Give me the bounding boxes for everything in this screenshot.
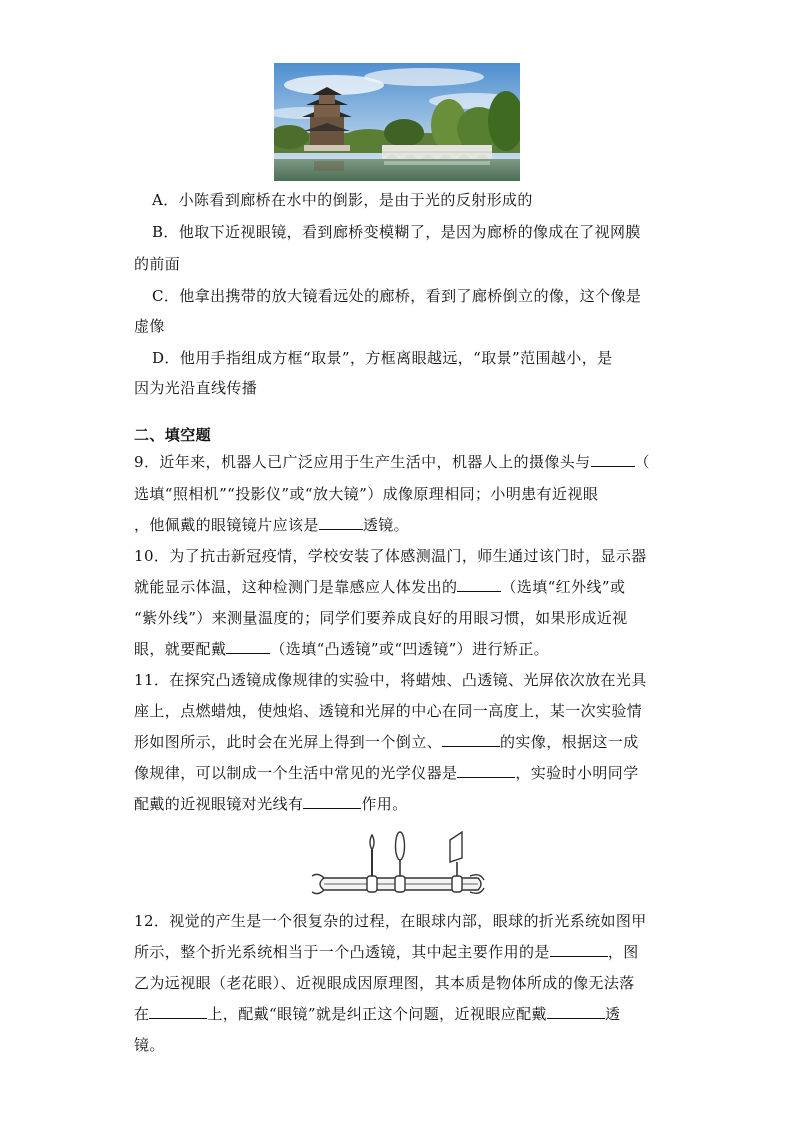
q11-line4 (134, 763, 639, 783)
option-a: A．小陈看到廊桥在水中的倒影，是由于光的反射形成的 (152, 191, 533, 209)
pavilion-bridge-photo (274, 63, 520, 181)
q11-text-1: 形如图所示，此时会在光屏上得到一个倒立、 (134, 733, 443, 751)
q10-blank-1[interactable] (457, 577, 501, 592)
q9-line1 (134, 452, 650, 472)
q9-text-3: ，他佩戴的眼镜镜片应该是 (134, 516, 319, 534)
q11-text-4: ，实验时小明同学 (515, 764, 639, 782)
q12-line5: 镜。 (134, 1036, 165, 1054)
q11-blank-3[interactable] (303, 794, 361, 809)
q9-blank-2[interactable] (319, 515, 363, 530)
q10-text-3: 眼，就要配戴 (134, 640, 227, 658)
q12-blank-1[interactable] (550, 942, 608, 957)
q11-line5 (134, 794, 408, 814)
q11-text-6: 作用。 (361, 795, 408, 813)
option-d-line1: D．他用手指组成方框“取景”，方框离眼越远，“取景”范围越小，是 (152, 349, 613, 367)
q12-text-5: 透 (604, 1005, 621, 1023)
q9-text-1: 9．近年来，机器人已广泛应用于生产生活中，机器人上的摄像头与 (134, 453, 591, 471)
q9-text-2: （ (634, 453, 650, 471)
q11-blank-2[interactable] (457, 763, 515, 778)
q12-text-3: 在 (134, 1005, 150, 1023)
q11-text-2: 的实像，根据这一成 (500, 733, 639, 751)
q9-line3 (134, 515, 409, 535)
q10-line4 (134, 639, 549, 659)
q11-line2: 座上，点燃蜡烛，使烛焰、透镜和光屏的中心在同一高度上，某一次实验情 (134, 702, 643, 720)
q12-blank-2[interactable] (149, 1004, 207, 1019)
q9-text-4: 透镜。 (362, 516, 410, 534)
option-b-line2: 的前面 (134, 255, 181, 273)
q10-text-1: 就能显示体温，这种检测门是靠感应人体发出的 (134, 578, 458, 596)
section-heading: 二、填空题 (134, 426, 212, 444)
q11-line3 (134, 732, 639, 752)
option-c-line1: C．他拿出携带的放大镜看远处的廊桥，看到了廊桥倒立的像，这个像是 (152, 287, 642, 305)
q11-text-5: 配戴的近视眼镜对光线有 (134, 795, 304, 813)
q12-text-4: 上，配戴“眼镜”就是纠正这个问题，近视眼应配戴 (207, 1005, 547, 1023)
q10-blank-2[interactable] (226, 639, 270, 654)
optical-bench-diagram (310, 822, 486, 898)
q12-line2 (134, 942, 639, 962)
q9-line2: 选填“照相机”“投影仪”或“放大镜”）成像原理相同；小明患有近视眼 (134, 485, 599, 503)
q10-text-2: （选填“红外线”或 (501, 578, 626, 596)
q12-text-1: 所示，整个折光系统相当于一个凸透镜，其中起主要作用的是 (134, 943, 550, 961)
q10-line2 (134, 577, 625, 597)
q12-text-2: ，图 (607, 943, 639, 961)
q12-line3: 乙为远视眼（老花眼）、近视眼成因原理图，其本质是物体所成的像无法落 (134, 974, 635, 992)
q12-line1: 12．视觉的产生是一个很复杂的过程，在眼球内部，眼球的折光系统如图甲 (134, 912, 647, 930)
q12-line4 (134, 1004, 620, 1024)
q11-line1: 11．在探究凸透镜成像规律的实验中，将蜡烛、凸透镜、光屏依次放在光具 (134, 671, 647, 689)
q9-blank-1[interactable] (591, 452, 635, 467)
option-d-line2: 因为光沿直线传播 (134, 379, 258, 397)
option-b-line1: B．他取下近视眼镜，看到廊桥变模糊了，是因为廊桥的像成在了视网膜 (152, 223, 641, 241)
q12-blank-3[interactable] (547, 1004, 605, 1019)
option-c-line2: 虚像 (134, 317, 165, 335)
q11-blank-1[interactable] (442, 732, 500, 747)
q10-line3: “紫外线”）来测量温度的；同学们要养成良好的用眼习惯，如果形成近视 (134, 609, 628, 627)
q11-text-3: 像规律，可以制成一个生活中常见的光学仪器是 (134, 764, 458, 782)
q10-line1: 10．为了抗击新冠疫情，学校安装了体感测温门，师生通过该门时，显示器 (134, 547, 647, 565)
q10-text-4: （选填“凸透镜”或“凹透镜”）进行矫正。 (270, 640, 550, 658)
